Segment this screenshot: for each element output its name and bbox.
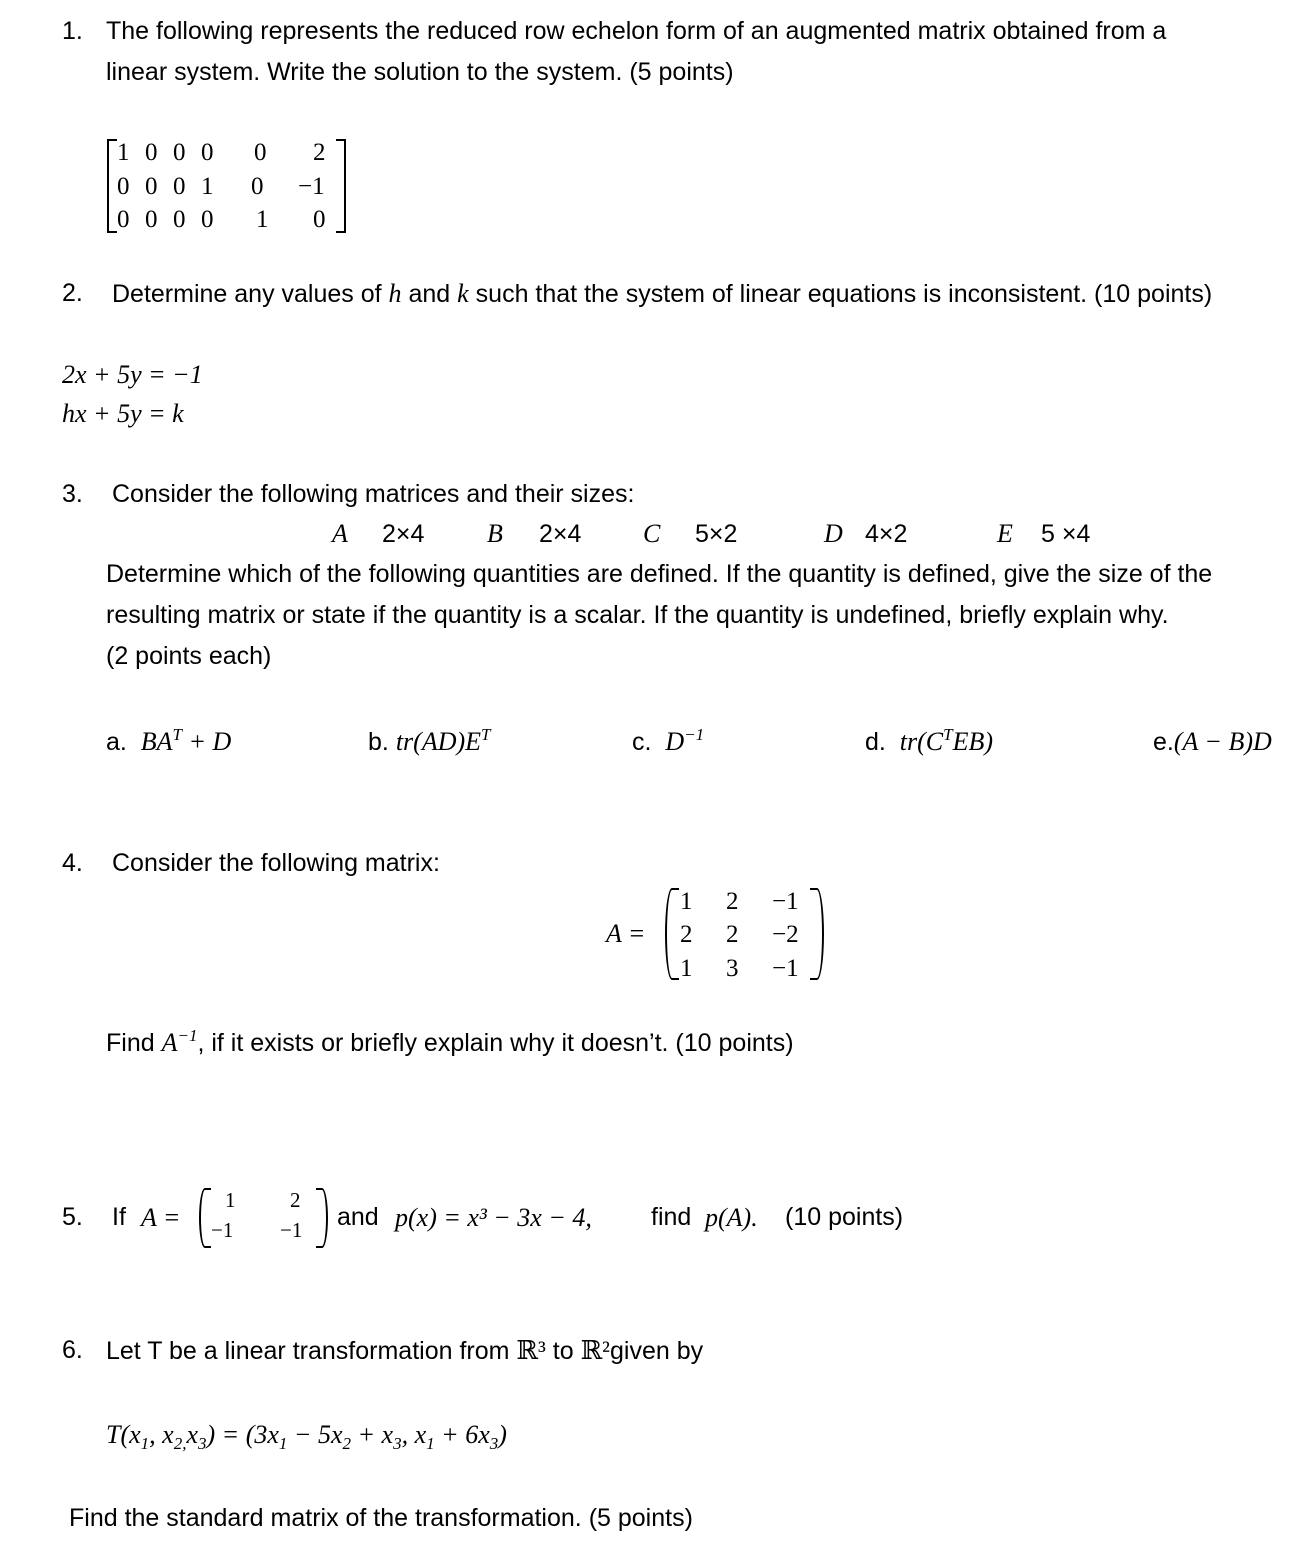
size-matrix-name: C [643, 519, 661, 548]
matrix-cell: 0 [201, 139, 214, 166]
q3-intro: Consider the following matrices and their sizes: [112, 480, 635, 508]
matrix-cell: 0 [117, 173, 130, 200]
q6-r3-symbol: ℝ³ [516, 1336, 546, 1365]
matrix-cell: 1 [680, 888, 693, 915]
size-value: 4×2 [865, 520, 908, 548]
part-expression: $tr(AD)E^T$ [395, 725, 491, 756]
q3-part-b [368, 725, 491, 756]
matrix-cell: 1 [256, 206, 269, 233]
matrix-cell: 1 [680, 955, 693, 982]
matrix-cell: 0 [145, 206, 158, 233]
matrix-cell: 0 [145, 139, 158, 166]
size-matrix-name: B [487, 519, 503, 548]
part-expression: (A − B)D [1173, 727, 1272, 756]
matrix-cell: −1 [772, 888, 799, 915]
matrix-cell: 2 [726, 888, 739, 915]
matrix-left-paren [665, 888, 679, 980]
q1-text-line1: The following represents the reduced row echelon form of an augmented matrix obtained from a [106, 17, 1167, 45]
q3-part-e [1153, 729, 1272, 755]
matrix-cell: 0 [173, 139, 186, 166]
q2-number: 2. [62, 279, 83, 307]
matrix-cell: 0 [145, 173, 158, 200]
size-value: 2×4 [382, 520, 425, 548]
q4-inverse-symbol: $A^{-1}$ [161, 1026, 198, 1057]
matrix-cell: 3 [726, 955, 739, 982]
q4-find-label: Find [106, 1029, 155, 1057]
size-value: 5 ×4 [1041, 520, 1091, 548]
part-expression: $D^{-1}$ [665, 725, 705, 756]
size-value: 5×2 [695, 520, 738, 548]
q5-if: If [112, 1203, 126, 1231]
part-label: b. [368, 728, 389, 756]
q6-text-b: given by [609, 1337, 704, 1365]
q2-text-b: and [408, 280, 451, 308]
q2-k-symbol: k [457, 279, 469, 308]
q5-points: (10 points) [785, 1203, 904, 1231]
matrix-cell: 2 [290, 1188, 301, 1212]
part-expression: $tr(C^TEB)$ [899, 725, 993, 756]
q3-part-a [106, 725, 232, 756]
q4-number: 4. [62, 849, 83, 877]
q3-part-c [632, 725, 705, 756]
matrix-cell: −2 [772, 921, 799, 948]
part-label: c. [632, 728, 652, 756]
size-matrix-name: D [824, 519, 843, 548]
matrix-cell: 2 [726, 921, 739, 948]
part-label: d. [865, 728, 886, 756]
matrix-cell: 0 [254, 139, 267, 166]
q3-instructions-line2: resulting matrix or state if the quantity is a scalar. If the quantity is undefined, briefly explain why. [106, 601, 1169, 629]
q5-and: and [337, 1203, 379, 1231]
matrix-cell: 0 [117, 206, 130, 233]
q2-text [112, 281, 1212, 307]
q3-instructions-line3: (2 points each) [106, 642, 272, 670]
q6-formula: $T(x_1$, $x_{2,}x_3) = (3x_1 - 5x_2 + x_3$, $x_1 + 6x_3$) [106, 1420, 507, 1453]
q1-number: 1. [62, 17, 83, 45]
q6-text-a: Let T be a linear transformation from [106, 1337, 510, 1365]
matrix-right-bracket [336, 139, 346, 233]
q2-equation-2: hx + 5y = k [62, 399, 184, 428]
size-matrix-name: A [332, 519, 348, 548]
q5-polynomial: p(x) = x³ − 3x − 4, [395, 1203, 592, 1232]
matrix-lhs: A = [606, 919, 646, 948]
part-expression: $BA^T + D$ [140, 725, 232, 756]
matrix-cell: 0 [313, 206, 326, 233]
matrix-cell: −1 [211, 1218, 234, 1242]
q2-text-a: Determine any values of [112, 280, 382, 308]
matrix-cell: 0 [173, 173, 186, 200]
matrix-cell: 1 [225, 1188, 236, 1212]
matrix-cell: 1 [201, 173, 214, 200]
q5-pA: p(A). [705, 1203, 758, 1232]
matrix-cell: 2 [680, 921, 693, 948]
matrix-cell: 1 [117, 139, 130, 166]
matrix-left-paren [199, 1188, 211, 1248]
matrix-cell: −1 [280, 1218, 303, 1242]
part-label: a. [106, 728, 127, 756]
q2-equation-1: 2x + 5y = −1 [62, 360, 203, 389]
part-label: e. [1153, 728, 1174, 756]
q6-to: to [552, 1337, 574, 1365]
matrix-cell: 2 [313, 139, 326, 166]
matrix-cell: −1 [298, 173, 325, 200]
matrix-cell: 0 [173, 206, 186, 233]
size-value: 2×4 [539, 520, 582, 548]
q4-find-rest: , if it exists or briefly explain why it doesn’t. (10 points) [197, 1029, 794, 1057]
q6-text [106, 1338, 703, 1364]
matrix-cell: 0 [251, 173, 264, 200]
matrix-left-bracket [107, 139, 117, 233]
q3-part-d [865, 725, 993, 756]
q5-lhs: A = [141, 1203, 181, 1232]
q2-h-symbol: h [388, 279, 402, 308]
q6-r2-symbol: ℝ² [580, 1336, 610, 1365]
size-matrix-name: E [997, 519, 1013, 548]
q1-text-line2: linear system. Write the solution to the system. (5 points) [106, 58, 734, 86]
matrix-cell: −1 [772, 955, 799, 982]
matrix-cell: 0 [201, 206, 214, 233]
q3-number: 3. [62, 480, 83, 508]
q3-instructions-line1: Determine which of the following quantities are defined. If the quantity is defined, give the size of the [106, 560, 1213, 588]
q6-final-instruction: Find the standard matrix of the transformation. (5 points) [69, 1504, 693, 1532]
q2-text-c: such that the system of linear equations is inconsistent. (10 points) [475, 280, 1213, 308]
q5-find: find [651, 1203, 692, 1231]
q4-intro: Consider the following matrix: [112, 849, 440, 877]
matrix-right-paren [810, 888, 824, 980]
q6-number: 6. [62, 1336, 83, 1364]
q4-find-text [106, 1026, 794, 1057]
q5-number: 5. [62, 1203, 83, 1231]
matrix-right-paren [316, 1188, 328, 1248]
